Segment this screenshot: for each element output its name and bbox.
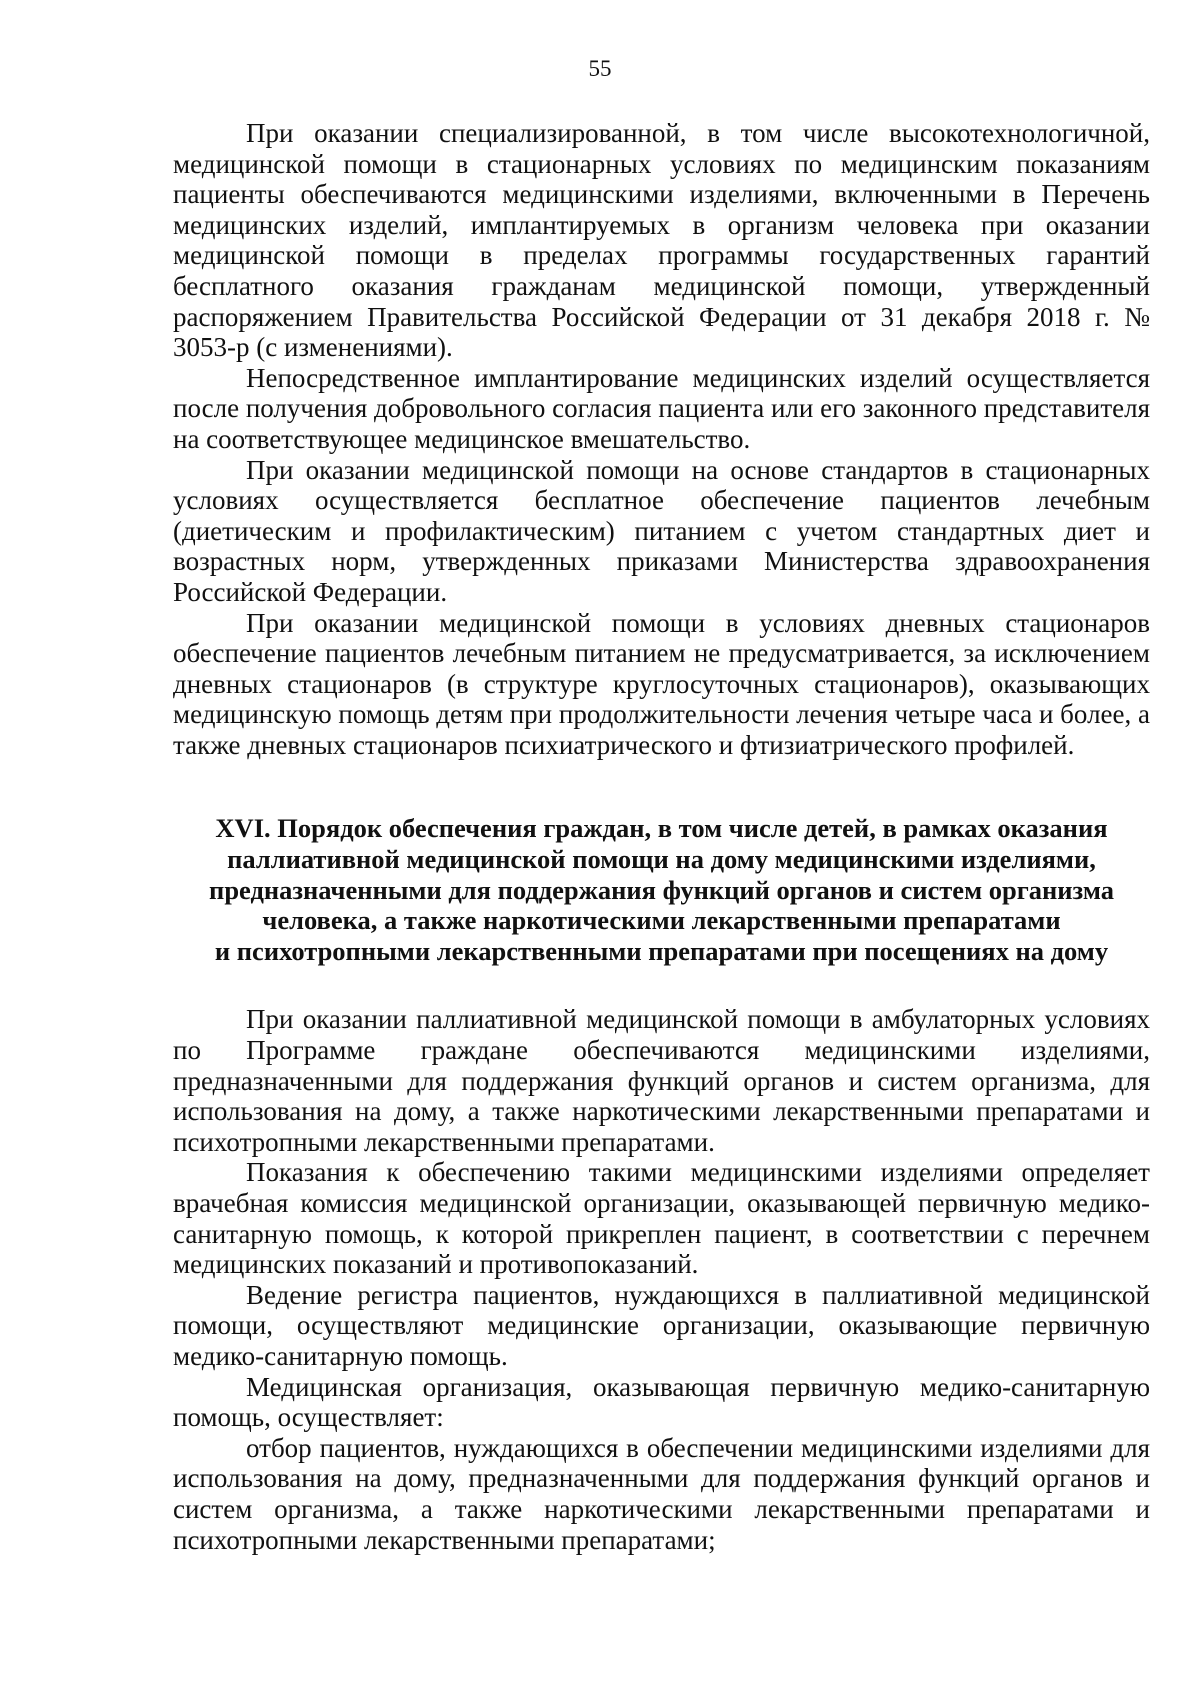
page-number: 55: [588, 56, 612, 81]
document-body: [173, 118, 1150, 1555]
paragraph: Показания к обеспечению такими медицинскими изделиями определяет врачебная комиссия медицинской организации, оказывающей первичную медико-санитарную помощь, к которой прикреплен пациент, в соответствии с перечнем медицинских показаний и противопоказаний.: [173, 1157, 1150, 1280]
paragraph: Медицинская организация, оказывающая первичную медико-санитарную помощь, осуществляет:: [173, 1371, 1150, 1433]
paragraph: При оказании паллиативной медицинской помощи в амбулаторных условиях по Программе граждане обеспечиваются медицинскими изделиями, предназначенными для поддержания функций органов и систем организма, для использования на дому, а также наркотическими лекарственными препаратами и психотропными лекарственными препаратами.: [173, 1004, 1150, 1157]
paragraph: Ведение регистра пациентов, нуждающихся в паллиативной медицинской помощи, осуществляют медицинские организации, оказывающие первичную медико-санитарную помощь.: [173, 1279, 1150, 1371]
paragraph: При оказании медицинской помощи на основе стандартов в стационарных условиях осуществляется бесплатное обеспечение пациентов лечебным (диетическим и профилактическим) питанием с учетом стандартных диет и возрастных норм, утвержденных приказами Министерства здравоохранения Российской Федерации.: [173, 454, 1150, 607]
section-heading-line: предназначенными для поддержания функций органов и систем организма: [209, 874, 1114, 905]
paragraph: отбор пациентов, нуждающихся в обеспечении медицинскими изделиями для использования на дому, предназначенными для поддержания функций органов и систем организма, а также наркотическими лекарственными препаратами и психотропными лекарственными препаратами;: [173, 1432, 1150, 1555]
section-heading-line: XVI. Порядок обеспечения граждан, в том числе детей, в рамках оказания: [215, 813, 1108, 844]
section-heading-line: и психотропными лекарственными препаратами при посещениях на дому: [214, 935, 1109, 966]
paragraph: При оказании медицинской помощи в условиях дневных стационаров обеспечение пациентов лечебным питанием не предусматривается, за исключением дневных стационаров (в структуре круглосуточных стационаров), оказывающих медицинскую помощь детям при продолжительности лечения четыре часа и более, а также дневных стационаров психиатрического и фтизиатрического профилей.: [173, 607, 1150, 760]
section-heading-line: человека, а также наркотическими лекарственными препаратами: [262, 905, 1061, 936]
section-heading: [173, 813, 1150, 966]
section-heading-line: паллиативной медицинской помощи на дому медицинскими изделиями,: [227, 844, 1096, 875]
paragraph: Непосредственное имплантирование медицинских изделий осуществляется после получения добровольного согласия пациента или его законного представителя на соответствующее медицинское вмешательство.: [173, 362, 1150, 454]
paragraph: При оказании специализированной, в том числе высокотехнологичной, медицинской помощи в стационарных условиях по медицинским показаниям пациенты обеспечиваются медицинскими изделиями, включенными в Перечень медицинских изделий, имплантируемых в организм человека при оказании медицинской помощи в пределах программы государственных гарантий бесплатного оказания гражданам медицинской помощи, утвержденный распоряжением Правительства Российской Федерации от 31 декабря 2018 г. № 3053-р (с изменениями).: [173, 118, 1150, 363]
